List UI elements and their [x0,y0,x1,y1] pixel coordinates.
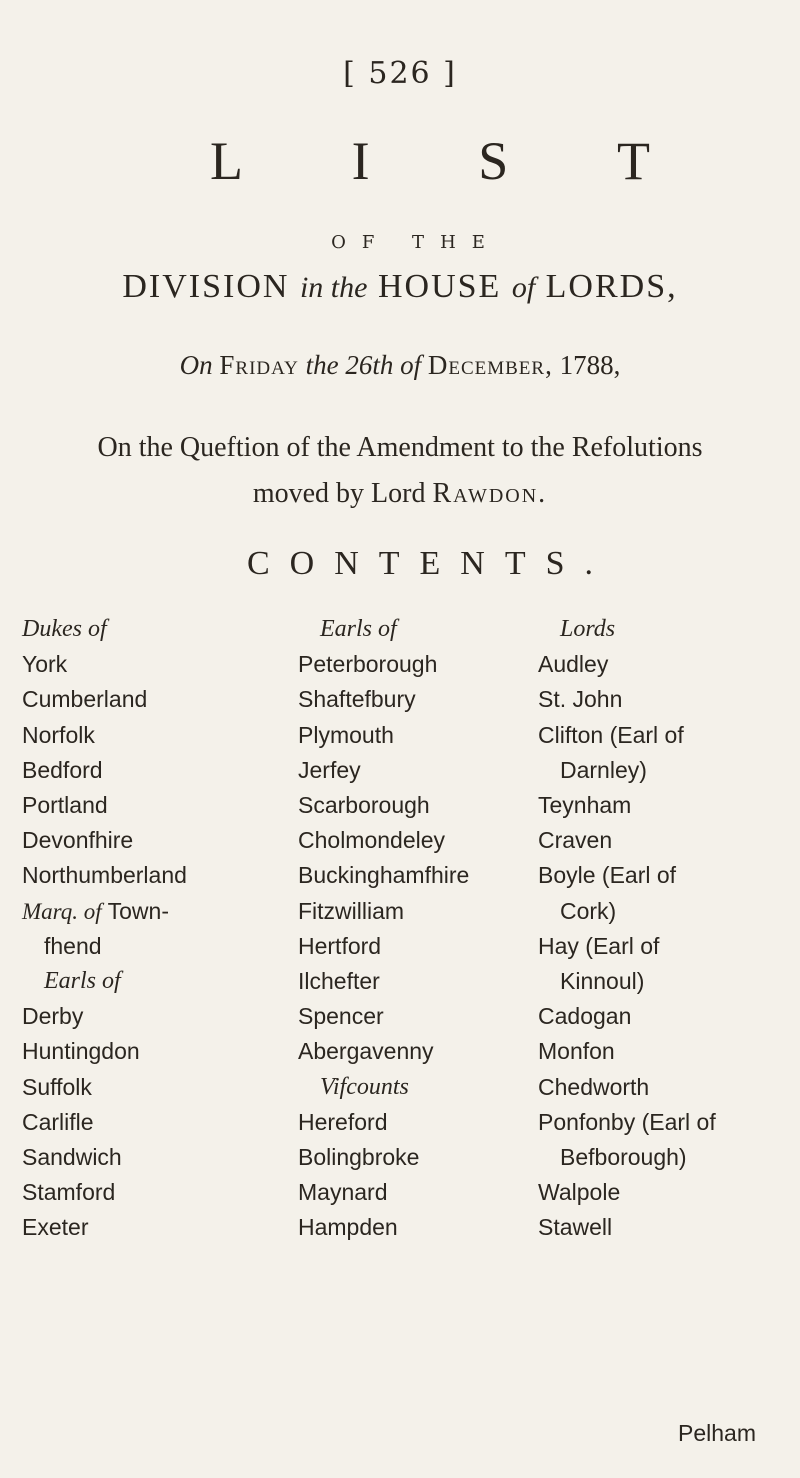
list-item: Cork) [560,897,617,924]
question-line-2 [0,471,800,517]
list-item: Teynham [538,792,632,819]
list-item: Buckinghamfhire [298,862,470,889]
date-month: December, [427,350,553,380]
date-line [0,350,800,381]
list-item: Befborough) [560,1144,687,1171]
list-item: Cadogan [538,1003,632,1030]
list-item: Norfolk [22,721,95,748]
date-year: 1788, [559,350,621,380]
list-item: Hampden [298,1214,398,1241]
column-heading: Lords [560,616,616,642]
list-item: Stawell [538,1214,613,1241]
list-item: Hay (Earl of [538,932,660,959]
list-item: Ilchefter [298,968,380,995]
question-prefix: moved by Lord [252,478,426,509]
list-item: Derby [22,1003,84,1030]
page-number: [ 526 ] [343,56,457,91]
list-item: Walpole [538,1179,621,1206]
division-of: of [511,271,536,304]
title-letter: S [478,131,509,191]
list-item: St. John [538,686,623,713]
list-item: Suffolk [22,1073,92,1100]
list-item: Northumberland [22,862,187,889]
catchword: Pelham [678,1420,756,1446]
marquis-label: Marq. of [22,898,102,924]
list-item: Jerfey [298,756,361,783]
column-dukes [22,612,187,1246]
list-item: Craven [538,827,613,854]
question-text [0,425,800,517]
list-item: fhend [44,932,102,959]
list-item: Sandwich [22,1144,122,1171]
list-item: Monfon [538,1038,615,1065]
list-item: Devonfhire [22,827,134,854]
list-title [210,130,650,192]
list-item: Audley [538,651,609,678]
title-letter: I [351,131,370,191]
list-item: Kinnoul) [560,968,645,995]
subtitle: OF THE [331,232,501,253]
list-item: Maynard [298,1179,388,1206]
list-item-marquis [22,894,187,929]
list-item: Darnley) [560,756,647,783]
list-item: Boyle (Earl of [538,862,677,889]
list-item: Chedworth [538,1073,650,1100]
date-on: On [179,350,213,380]
division-heading [0,268,800,306]
list-item: Bedford [22,756,103,783]
list-item: Shaftefbury [298,686,416,713]
list-item: Spencer [298,1003,384,1030]
title-letter: L [210,131,243,191]
title-letter: T [617,131,650,191]
column-earls [298,612,469,1246]
division-word: DIVISION [122,268,290,305]
list-item: Ponfonby (Earl of [538,1108,716,1135]
list-item: Portland [22,792,108,819]
list-item: Fitzwilliam [298,897,405,924]
column-subheading: Earls of [44,968,121,995]
column-heading: Dukes of [22,616,107,642]
column-heading: Earls of [320,616,397,642]
question-name: Rawdon. [432,478,548,509]
question-line-1: On the Queftion of the Amendment to the Refolutions [97,432,703,463]
list-item: Clifton (Earl of [538,721,684,748]
marquis-name: Town- [107,897,169,924]
column-lords [538,612,716,1246]
list-item: Exeter [22,1214,89,1241]
list-item: York [22,651,68,678]
date-the-day: the 26th of [305,350,422,380]
division-house: HOUSE [377,268,502,305]
list-item: Cumberland [22,686,148,713]
list-item: Peterborough [298,651,438,678]
list-item: Hertford [298,932,382,959]
list-item: Cholmondeley [298,827,446,854]
column-subheading: Vifcounts [320,1073,409,1100]
list-item: Carlifle [22,1108,94,1135]
division-in-the: in the [299,271,368,304]
list-item: Abergavenny [298,1038,434,1065]
date-day: Friday [219,350,299,380]
list-item: Bolingbroke [298,1144,420,1171]
list-item: Hereford [298,1108,388,1135]
list-item: Plymouth [298,721,394,748]
list-item: Stamford [22,1179,116,1206]
list-item: Scarborough [298,792,430,819]
division-lords: LORDS, [545,268,678,305]
list-item: Huntingdon [22,1038,140,1065]
contents-heading: CONTENTS. [246,545,614,582]
